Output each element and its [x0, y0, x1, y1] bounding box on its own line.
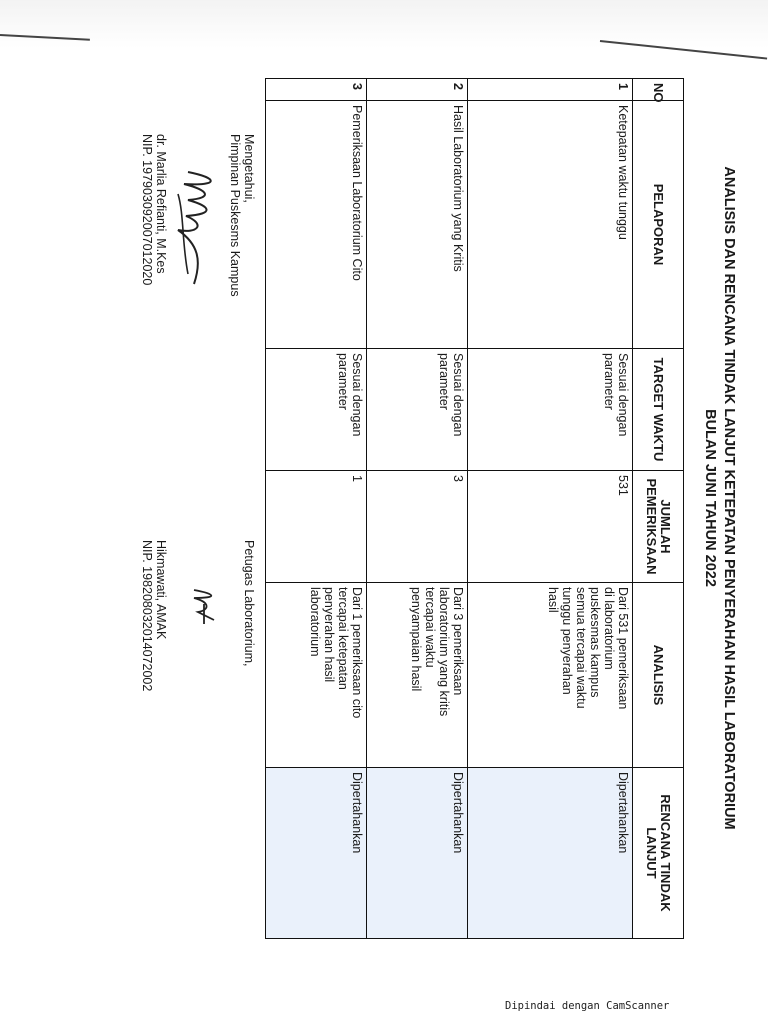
- signature-left-line1: Mengetahui,: [242, 134, 256, 203]
- row-jumlah: 1: [266, 471, 367, 583]
- row-target: Sesuai dengan parameter: [468, 349, 633, 471]
- row-analisis: Dari 1 pemeriksaan cito tercapai ketepatan penyerahan hasil laboratorium: [266, 583, 367, 768]
- row-analisis: Dari 531 pemeriksaan di laboratorium puskesmas kampus semua tercapai waktu tunggu penyerahan hasil: [468, 583, 633, 768]
- row-no: 2: [367, 79, 468, 101]
- document-title: [700, 58, 738, 938]
- header-analisis: ANALISIS: [633, 583, 684, 768]
- signature-left-space: [168, 134, 228, 297]
- signature-right-nip: NIP. 198208032014072002: [140, 540, 154, 692]
- handwritten-signature-left: [168, 164, 228, 294]
- row-rencana: Dipertahankan: [367, 768, 468, 939]
- signature-left-name: dr. Marlia Refianti, M.Kes: [154, 134, 168, 274]
- row-no: 1: [468, 79, 633, 101]
- row-no: 3: [266, 79, 367, 101]
- row-pelaporan: Pemeriksaan Laboratorium Cito: [266, 101, 367, 349]
- signature-right-line1: Petugas Laboratorium,: [242, 540, 256, 667]
- row-pelaporan: Hasil Laboratorium yang Kritis: [367, 101, 468, 349]
- signature-left-nip: NIP. 197903092007012020: [140, 134, 154, 286]
- title-line-1: ANALISIS DAN RENCANA TINDAK LANJUT KETEPATAN PENYERAHAN HASIL LABORATORIUM: [721, 166, 737, 830]
- signature-block-right: [140, 540, 256, 691]
- header-no: NO: [633, 79, 684, 101]
- row-target: Sesuai dengan parameter: [367, 349, 468, 471]
- handwritten-signature-right: [184, 580, 224, 640]
- signature-left-line2: Pimpinan Puskesms Kampus: [228, 134, 242, 297]
- header-jumlah: JUMLAH PEMERIKSAAN: [633, 471, 684, 583]
- row-jumlah: 531: [468, 471, 633, 583]
- row-rencana: Dipertahankan: [468, 768, 633, 939]
- header-rencana: RENCANA TINDAK LANJUT: [633, 768, 684, 939]
- table-row: [468, 79, 633, 939]
- spacer: [228, 540, 242, 691]
- row-jumlah: 3: [367, 471, 468, 583]
- document-sheet: [122, 58, 742, 938]
- row-rencana: Dipertahankan: [266, 768, 367, 939]
- row-target: Sesuai dengan parameter: [266, 349, 367, 471]
- row-pelaporan: Ketepatan waktu tunggu: [468, 101, 633, 349]
- camscanner-watermark: Dipindai dengan CamScanner: [505, 1000, 670, 1012]
- row-analisis: Dari 3 pemeriksaan laboratorium yang kritis tercapai waktu penyampaian hasil: [367, 583, 468, 768]
- table-row: [266, 79, 367, 939]
- paper-shadow: [0, 0, 768, 48]
- signature-right-space: [168, 540, 228, 691]
- header-target: TARGET WAKTU: [633, 349, 684, 471]
- signature-right-name: Hikmawati, AMAK: [154, 540, 168, 640]
- table-row: [367, 79, 468, 939]
- header-pelaporan: PELAPORAN: [633, 101, 684, 349]
- title-line-2: BULAN JUNI TAHUN 2022: [702, 409, 718, 587]
- signature-block-left: [140, 134, 256, 297]
- report-table: [265, 78, 684, 939]
- table-header-row: [633, 79, 684, 939]
